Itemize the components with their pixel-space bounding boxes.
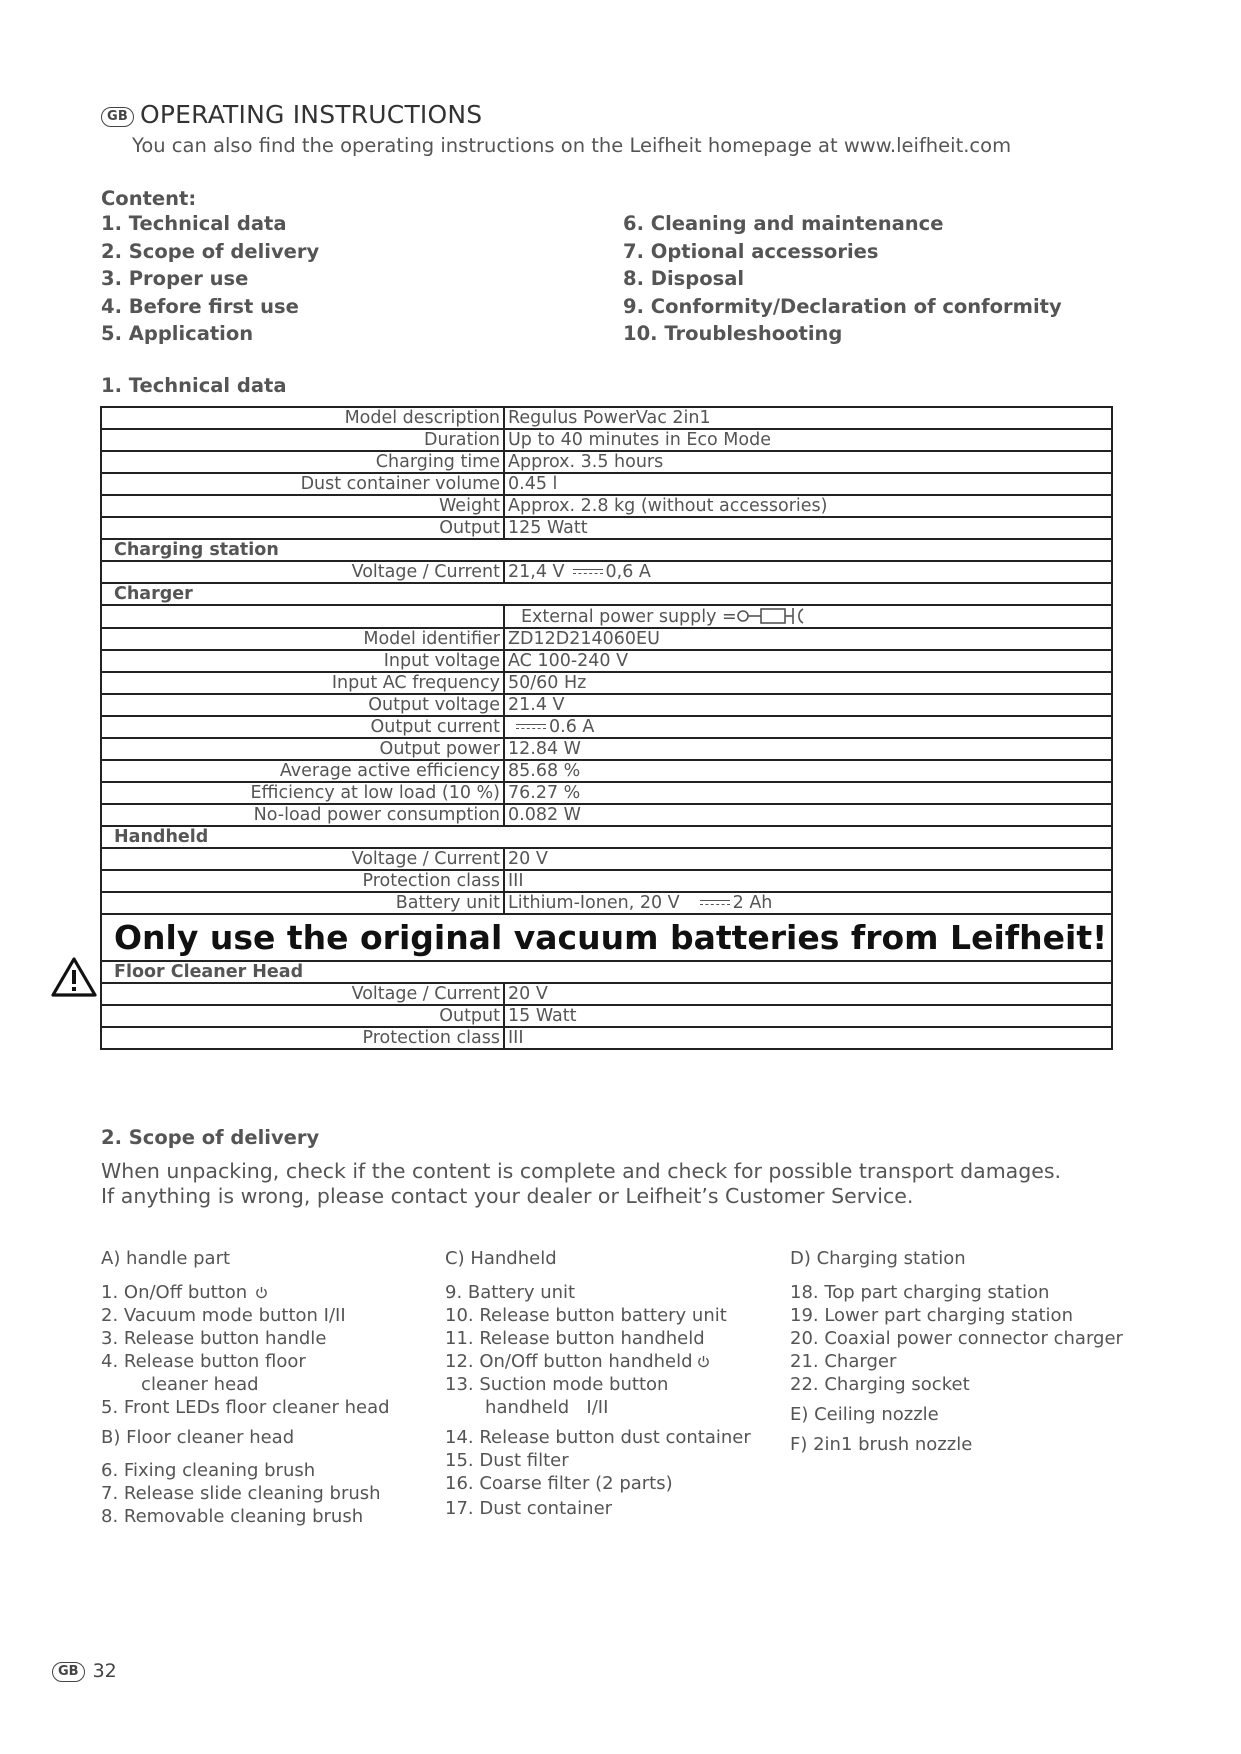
toc-item: 9. Conformity/Declaration of conformity: [623, 294, 1062, 318]
table-row: Protection class III: [101, 1027, 1112, 1049]
toc-left: [101, 212, 319, 350]
toc-item: 6. Cleaning and maintenance: [623, 212, 944, 235]
power-supply-symbol-icon: [737, 606, 805, 626]
power-icon: [255, 1286, 268, 1299]
page-number: 32: [92, 1660, 117, 1682]
toc-item: 5. Application: [101, 322, 254, 345]
part-group-head: D) Charging station: [790, 1248, 966, 1269]
part-group-head: E) Ceiling nozzle: [790, 1404, 939, 1425]
parts-column-2: [445, 1248, 751, 1521]
part-item: 13. Suction mode button: [445, 1374, 669, 1395]
part-item: 9. Battery unit: [445, 1282, 576, 1303]
table-row: Voltage / Current 20 V: [101, 848, 1112, 870]
toc-label: Content:: [101, 187, 197, 210]
subtitle: You can also find the operating instructions on the Leifheit homepage at www.leifheit.com: [132, 134, 1012, 157]
table-row: Voltage / Current 20 V: [101, 983, 1112, 1005]
page-footer: [52, 1660, 117, 1682]
table-row: Model identifier ZD12D214060EU: [101, 628, 1112, 650]
table-row: Charging time Approx. 3.5 hours: [101, 451, 1112, 473]
group-row: Floor Cleaner Head: [101, 961, 1112, 983]
scope-heading: 2. Scope of delivery: [101, 1126, 320, 1149]
part-item: 17. Dust container: [445, 1498, 613, 1519]
toc-item: 8. Disposal: [623, 267, 745, 290]
table-row: Protection class III: [101, 870, 1112, 892]
technical-data-table: [100, 406, 1113, 1050]
group-row: Charging station: [101, 539, 1112, 561]
part-item: 10. Release button battery unit: [445, 1305, 727, 1326]
part-item: 4. Release button floor: [101, 1351, 306, 1372]
toc-item: 2. Scope of delivery: [101, 239, 320, 263]
group-row: Charger: [101, 583, 1112, 605]
table-row: No-load power consumption 0.082 W: [101, 804, 1112, 826]
table-row: Input voltage AC 100-240 V: [101, 650, 1112, 672]
toc-item: 3. Proper use: [101, 267, 249, 290]
table-row: Battery unit Lithium-Ionen, 20 V 2 Ah: [101, 892, 1112, 914]
table-row: Average active efficiency 85.68 %: [101, 760, 1112, 782]
table-row: Duration Up to 40 minutes in Eco Mode: [101, 429, 1112, 451]
part-item: 18. Top part charging station: [790, 1282, 1050, 1303]
dc-symbol-icon: [700, 900, 730, 907]
table-row: Output current 0.6 A: [101, 716, 1112, 738]
part-item: 16. Coarse filter (2 parts): [445, 1473, 673, 1494]
part-item: 21. Charger: [790, 1351, 897, 1372]
part-item: 11. Release button handheld: [445, 1328, 705, 1349]
part-item: handheld I/II: [445, 1397, 609, 1418]
part-item: 15. Dust filter: [445, 1450, 569, 1471]
part-item: 7. Release slide cleaning brush: [101, 1483, 381, 1504]
toc-item: 10. Troubleshooting: [623, 322, 843, 345]
part-item: 6. Fixing cleaning brush: [101, 1460, 316, 1481]
part-item: 2. Vacuum mode button I/II: [101, 1305, 346, 1326]
table-row: Model description Regulus PowerVac 2in1: [101, 407, 1112, 429]
part-item: 22. Charging socket: [790, 1374, 970, 1395]
toc-right: [623, 212, 1062, 350]
power-icon: [697, 1355, 710, 1368]
table-row: Voltage / Current 21,4 V 0,6 A: [101, 561, 1112, 583]
table-row: Input AC frequency 50/60 Hz: [101, 672, 1112, 694]
technical-data-heading: 1. Technical data: [101, 374, 287, 397]
page-title: [101, 100, 482, 129]
part-item: cleaner head: [101, 1374, 259, 1395]
title-text: OPERATING INSTRUCTIONS: [139, 100, 483, 129]
dc-symbol-icon: [516, 724, 546, 731]
table-row: Output voltage 21.4 V: [101, 694, 1112, 716]
part-item: 12. On/Off button handheld: [445, 1351, 751, 1374]
part-group-head: B) Floor cleaner head: [101, 1427, 295, 1448]
part-item: 8. Removable cleaning brush: [101, 1506, 364, 1527]
group-row: Handheld: [101, 826, 1112, 848]
table-row: External power supply =: [101, 605, 1112, 628]
part-group-head: C) Handheld: [445, 1248, 557, 1269]
table-row: Efficiency at low load (10 %) 76.27 %: [101, 782, 1112, 804]
part-item: 20. Coaxial power connector charger: [790, 1328, 1123, 1349]
table-row: Output 125 Watt: [101, 517, 1112, 539]
part-item: 5. Front LEDs floor cleaner head: [101, 1397, 390, 1418]
part-item: 14. Release button dust container: [445, 1427, 751, 1448]
part-item: 19. Lower part charging station: [790, 1305, 1073, 1326]
toc-item: 7. Optional accessories: [623, 239, 879, 263]
table-row: Output power 12.84 W: [101, 738, 1112, 760]
parts-column-3: [790, 1248, 1123, 1457]
table-row: Output 15 Watt: [101, 1005, 1112, 1027]
parts-column-1: [101, 1248, 390, 1529]
part-item: 3. Release button handle: [101, 1328, 327, 1349]
toc-item: 1. Technical data: [101, 212, 287, 235]
table-row: Dust container volume 0.45 l: [101, 473, 1112, 495]
language-badge: GB: [52, 1662, 85, 1682]
part-item: 1. On/Off button: [101, 1282, 390, 1305]
warning-triangle-icon: [50, 956, 98, 998]
part-group-head: F) 2in1 brush nozzle: [790, 1434, 973, 1455]
dc-symbol-icon: [573, 569, 603, 576]
toc-item: 4. Before first use: [101, 294, 299, 318]
warning-row: [101, 914, 1112, 961]
part-group-head: A) handle part: [101, 1248, 231, 1269]
battery-warning: Only use the original vacuum batteries from Leifheit!: [101, 914, 1112, 961]
language-badge: GB: [101, 107, 134, 127]
scope-description: When unpacking, check if the content is complete and check for possible transport damages. If anything is wrong, please contact your dealer or Leifheit’s Customer Service.: [101, 1159, 1062, 1208]
table-row: Weight Approx. 2.8 kg (without accessories): [101, 495, 1112, 517]
